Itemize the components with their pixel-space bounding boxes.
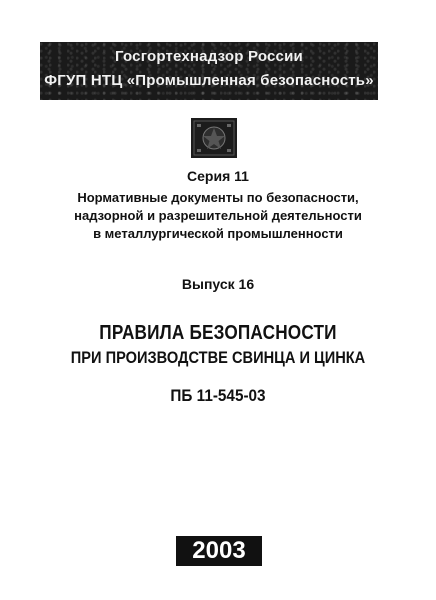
coat-of-arms-icon: [191, 118, 237, 158]
document-code: ПБ 11-545-03: [170, 386, 266, 405]
document-title: ПРАВИЛА БЕЗОПАСНОСТИ: [99, 322, 337, 344]
series-description-line: надзорной и разрешительной деятельности: [74, 208, 362, 223]
publisher-header: [40, 42, 378, 100]
series-label: Серия 11: [187, 168, 249, 184]
series-description-line: Нормативные документы по безопасности,: [77, 190, 359, 205]
issue-label: Выпуск 16: [181, 276, 255, 292]
publisher-line-2: ФГУП НТЦ «Промышленная безопасность»: [44, 72, 374, 89]
publisher-line-1: Госгортехнадзор России: [115, 48, 303, 65]
document-subtitle: ПРИ ПРОИЗВОДСТВЕ СВИНЦА И ЦИНКА: [70, 348, 366, 367]
series-description-line: в металлургической промышленности: [93, 226, 343, 241]
publication-year: 2003: [176, 536, 262, 566]
